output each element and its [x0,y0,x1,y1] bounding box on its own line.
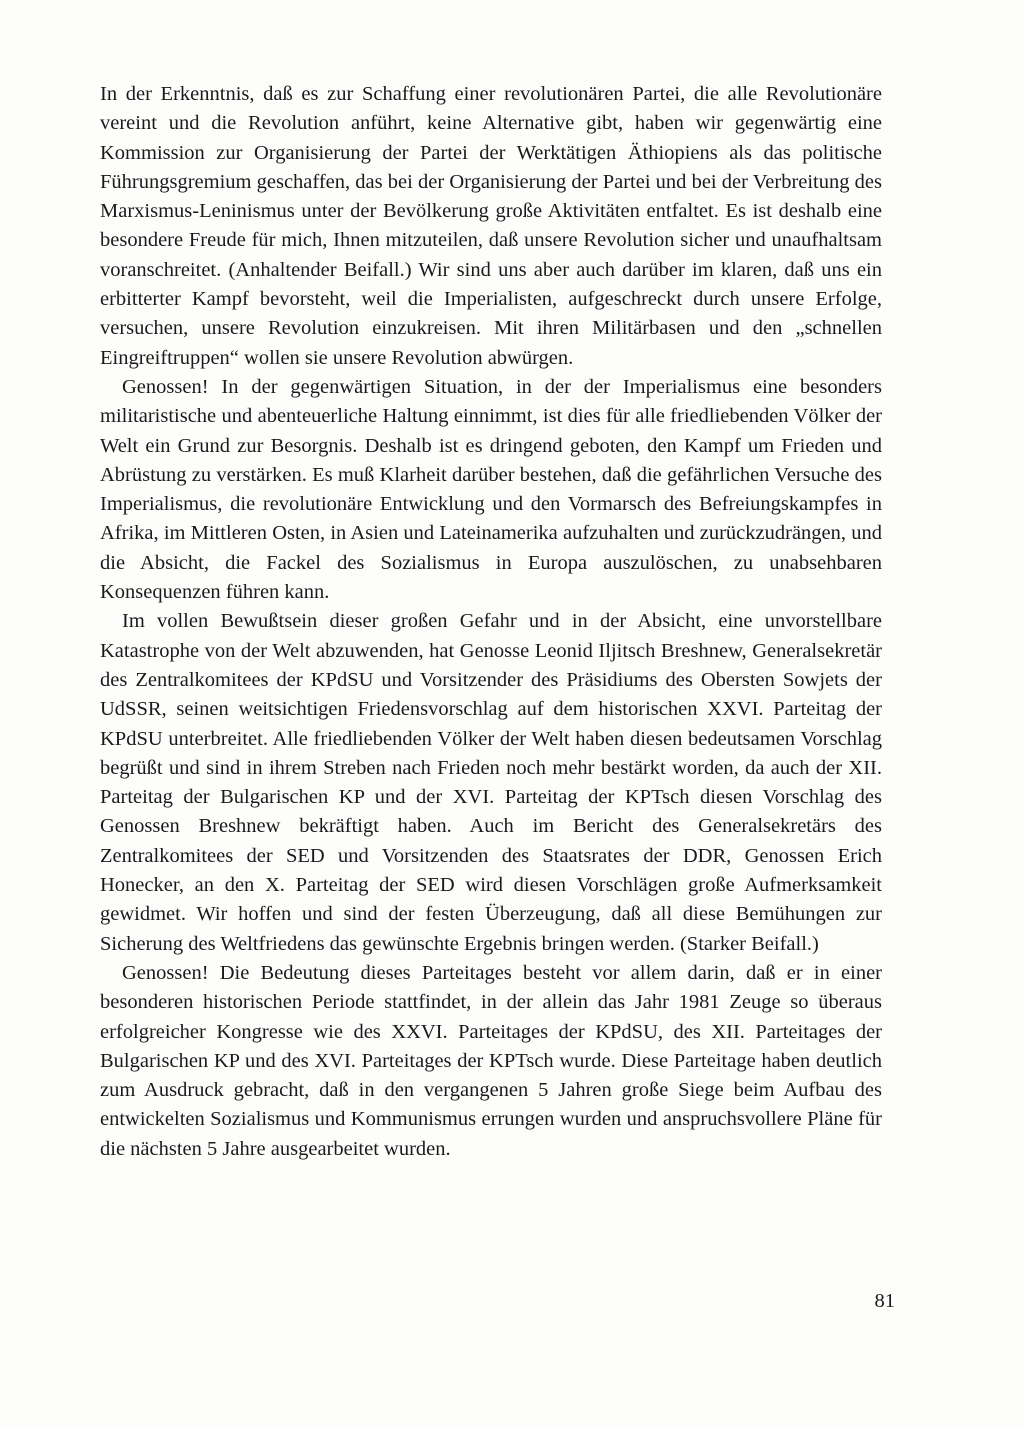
paragraph-2: Genossen! In der gegenwärtigen Situation, in der der Imperialismus eine besonders militaristische und abenteuerliche Haltung einnimmt, ist dies für alle friedliebenden Völker der Welt ein Grund zur Besorgnis. Deshalb ist es dringend geboten, den Kampf um Frieden und Abrüstung zu verstärken. Es muß Klarheit darüber bestehen, daß die gefährlichen Versuche des Imperialismus, die revolutionäre Entwicklung und den Vormarsch des Befreiungskampfes in Afrika, im Mittleren Osten, in Asien und Lateinamerika aufzuhalten und zurückzudrängen, und die Absicht, die Fackel des Sozialismus in Europa auszulöschen, zu unabsehbaren Konsequenzen führen kann. [100,375,882,604]
paragraph-1: In der Erkenntnis, daß es zur Schaffung einer revolutionären Partei, die alle Revolutionäre vereint und die Revolution anführt, keine Alternative gibt, haben wir gegenwärtig eine Kommission zur Organisierung der Partei der Werktätigen Äthiopiens als das politische Führungsgremium geschaffen, das bei der Organisierung der Partei und bei der Verbreitung des Marxismus-Leninismus unter der Bevölkerung große Aktivitäten entfaltet. Es ist deshalb eine besondere Freude für mich, Ihnen mitzuteilen, daß unsere Revolution sicher und unaufhaltsam voranschreitet. (Anhaltender Beifall.) Wir sind uns aber auch darüber im klaren, daß uns ein erbitterter Kampf bevorsteht, weil die Imperialisten, aufgeschreckt durch unsere Erfolge, versuchen, unsere Revolution einzukreisen. Mit ihren Militärbasen und den „schnellen Eingreiftruppen“ wollen sie unsere Revolution abwürgen. [100,83,882,369]
body-text [100,80,882,1164]
paragraph-4: Genossen! Die Bedeutung dieses Parteitages besteht vor allem darin, daß er in einer besonderen historischen Periode stattfindet, in der allein das Jahr 1981 Zeuge so überaus erfolgreicher Kongresse wie des XXVI. Parteitages der KPdSU, des XII. Parteitages der Bulgarischen KP und des XVI. Parteitages der KPTsch wurde. Diese Parteitage haben deutlich zum Ausdruck gebracht, daß in den vergangenen 5 Jahren große Siege beim Aufbau des entwickelten Sozialismus und Kommunismus errungen wurden und anspruchsvollere Pläne für die nächsten 5 Jahre ausgearbeitet wurden. [100,961,882,1160]
paragraph-3: Im vollen Bewußtsein dieser großen Gefahr und in der Absicht, eine unvorstellbare Katastrophe von der Welt abzuwenden, hat Genosse Leonid Iljitsch Breshnew, Generalsekretär des Zentralkomitees der KPdSU und Vorsitzender des Präsidiums des Obersten Sowjets der UdSSR, seinen weitsichtigen Friedensvorschlag auf dem historischen XXVI. Parteitag der KPdSU unterbreitet. Alle friedliebenden Völker der Welt haben diesen bedeutsamen Vorschlag begrüßt und sind in ihrem Streben nach Frieden noch mehr bestärkt worden, da auch der XII. Parteitag der Bulgarischen KP und der XVI. Parteitag der KPTsch diesen Vorschlag des Genossen Breshnew bekräftigt haben. Auch im Bericht des Generalsekretärs des Zentralkomitees der SED und Vorsitzenden des Staatsrates der DDR, Genossen Erich Honecker, an den X. Parteitag der SED wird diesen Vorschlägen große Aufmerksamkeit gewidmet. Wir hoffen und sind der festen Überzeugung, daß all diese Bemühungen zur Sicherung des Weltfriedens das gewünschte Ergebnis bringen werden. (Starker Beifall.) [100,610,882,955]
page-number: 81 [874,1290,895,1312]
